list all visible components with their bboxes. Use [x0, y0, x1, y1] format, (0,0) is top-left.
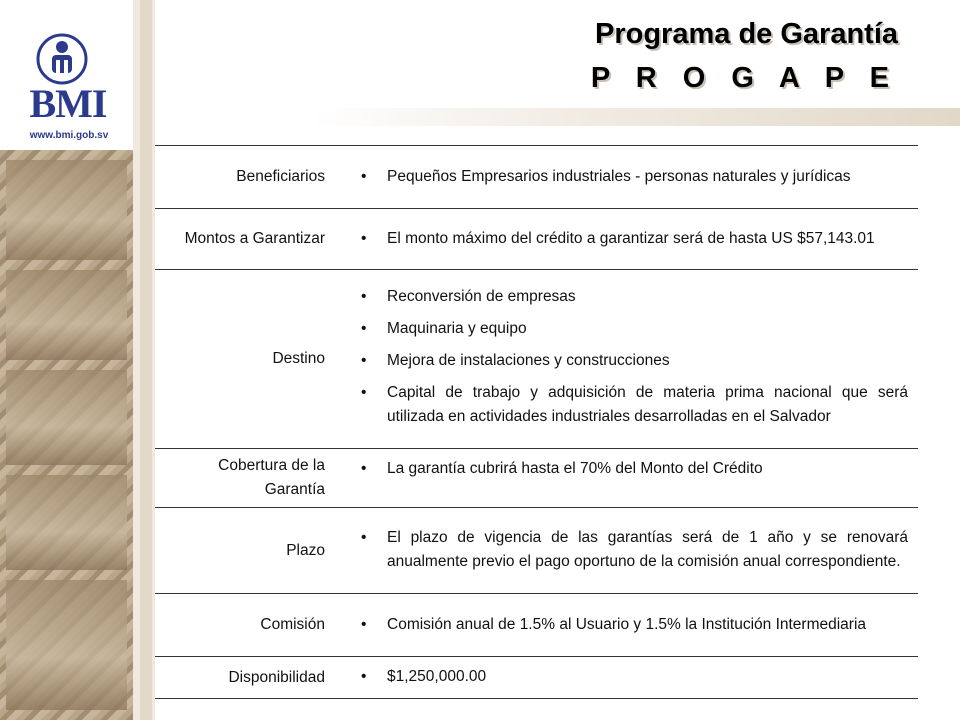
row-content — [339, 449, 918, 508]
row-content — [339, 594, 918, 657]
row-label: Disponibilidad — [228, 668, 325, 686]
row-content — [339, 508, 918, 594]
bullet-item: • Reconversión de empresas — [361, 285, 908, 309]
sidebar — [0, 0, 133, 720]
header-band — [312, 108, 960, 126]
row-label: Plazo — [286, 541, 325, 559]
bmi-logo-icon — [36, 33, 88, 85]
bullet-item: • Comisión anual de 1.5% al Usuario y 1.5% la Institución Intermediaria — [361, 613, 908, 637]
table-row — [155, 146, 918, 209]
row-label: Montos a Garantizar — [184, 230, 325, 247]
row-label: Cobertura de la Garantía — [218, 457, 325, 498]
bullet-item: • Mejora de instalaciones y construcciones — [361, 349, 908, 373]
table-row — [155, 508, 918, 594]
website-url[interactable]: www.bmi.gob.sv — [29, 130, 109, 141]
logo-area — [0, 0, 133, 150]
photo-collage — [0, 150, 133, 720]
table-row — [155, 449, 918, 508]
table-row — [155, 594, 918, 657]
table-row — [155, 657, 918, 699]
bullet-item: • $1,250,000.00 — [361, 665, 908, 689]
row-content — [339, 146, 918, 209]
sidebar-stripe-inner — [140, 0, 152, 720]
row-content — [339, 657, 918, 699]
page-subtitle: P R O G A P E — [590, 62, 898, 94]
table-row — [155, 209, 918, 270]
bullet-item: • Maquinaria y equipo — [361, 317, 908, 341]
row-content — [339, 209, 918, 270]
bullet-item: • La garantía cubrirá hasta el 70% del Monto del Crédito — [361, 457, 908, 481]
bullet-item: • Pequeños Empresarios industriales - personas naturales y jurídicas — [361, 165, 908, 189]
bullet-item: • El monto máximo del crédito a garantizar será de hasta US $57,143.01 — [361, 227, 908, 251]
program-table — [155, 145, 918, 699]
bullet-item: • Capital de trabajo y adquisición de materia prima nacional que será utilizada en actividades industriales desarrolladas en el Salvador — [361, 381, 908, 429]
bullet-item: • El plazo de vigencia de las garantías será de 1 año y se renovará anualmente previo el pago oportuno de la comisión anual correspondiente. — [361, 526, 908, 574]
row-label: Destino — [272, 350, 325, 367]
row-label: Beneficiarios — [236, 168, 325, 185]
page-title: Programa de Garantía — [595, 18, 898, 50]
logo-wordmark: BMI — [29, 81, 107, 126]
row-content — [339, 270, 918, 449]
row-label: Comisión — [260, 616, 325, 633]
table-row — [155, 270, 918, 449]
